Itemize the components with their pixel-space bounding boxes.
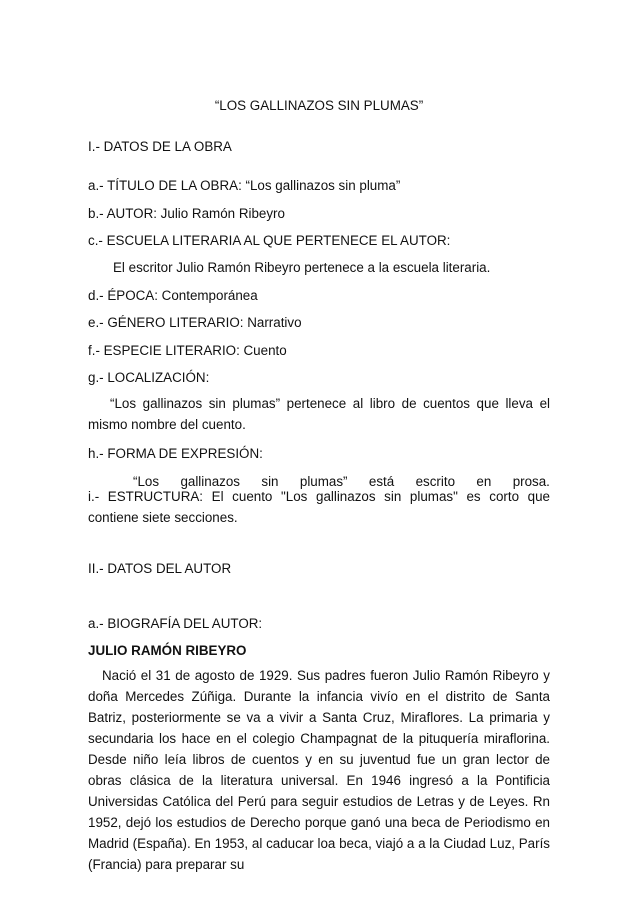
item-i-estructura: i.- ESTRUCTURA: El cuento "Los gallinazos sin plumas" es corto que contiene siete secciones.	[88, 489, 550, 525]
item-c-escuela-text: El escritor Julio Ramón Ribeyro pertenece a la escuela literaria.	[113, 260, 491, 275]
h-word: está	[368, 474, 395, 489]
section-1-heading: I.- DATOS DE LA OBRA	[88, 139, 232, 154]
item-b-autor: b.- AUTOR: Julio Ramón Ribeyro	[88, 206, 285, 221]
item-g-text: “Los gallinazos sin plumas” pertenece al libro de cuentos que lleva el mismo nombre del cuento.	[88, 396, 550, 432]
h-word: en	[476, 474, 492, 489]
item-e-genero: e.- GÉNERO LITERARIO: Narrativo	[88, 315, 302, 330]
h-word: gallinazos	[180, 474, 240, 489]
author-name-heading: JULIO RAMÓN RIBEYRO	[88, 643, 247, 658]
h-word: sin	[261, 474, 279, 489]
item-d-epoca: d.- ÉPOCA: Contemporánea	[88, 288, 258, 303]
document-title: “LOS GALLINAZOS SIN PLUMAS”	[214, 98, 424, 113]
item-a-titulo: a.- TÍTULO DE LA OBRA: “Los gallinazos sin pluma”	[88, 178, 401, 193]
h-word: prosa.	[512, 474, 550, 489]
item-f-especie: f.- ESPECIE LITERARIO: Cuento	[88, 343, 287, 358]
h-word: plumas”	[299, 474, 348, 489]
h-word: escrito	[415, 474, 456, 489]
item-a-biografia: a.- BIOGRAFÍA DEL AUTOR:	[88, 616, 263, 631]
h-word: “Los	[133, 474, 160, 489]
item-g-localizacion: g.- LOCALIZACIÓN:	[88, 370, 210, 385]
item-c-escuela: c.- ESCUELA LITERARIA AL QUE PERTENECE EL AUTOR:	[88, 233, 451, 248]
section-2-heading: II.- DATOS DEL AUTOR	[88, 561, 232, 576]
item-h-forma: h.- FORMA DE EXPRESIÓN:	[88, 446, 263, 461]
biography-paragraph: Nació el 31 de agosto de 1929. Sus padres fueron Julio Ramón Ribeyro y doña Mercedes Zúñiga. Durante la infancia vivío en el distrito de Santa Batriz, posteriormente se va a vivir a Santa Cruz, Miraflores. La primaria y secundaria los hace en el colegio Champagnat de la pituquería miraflorina. Desde niño leía libros de cuentos y en su juventud fue un gran lector de obras clásica de la literatura universal. En 1946 ingresó a la Pontificia Universidas Católica del Perú para seguir estudios de Letras y de Leyes. Rn 1952, dejó los estudios de Derecho porque ganó una beca de Periodismo en Madrid (España). En 1953, al caducar loa beca, viajó a a la Ciudad Luz, París (Francia) para preparar su	[88, 668, 550, 872]
